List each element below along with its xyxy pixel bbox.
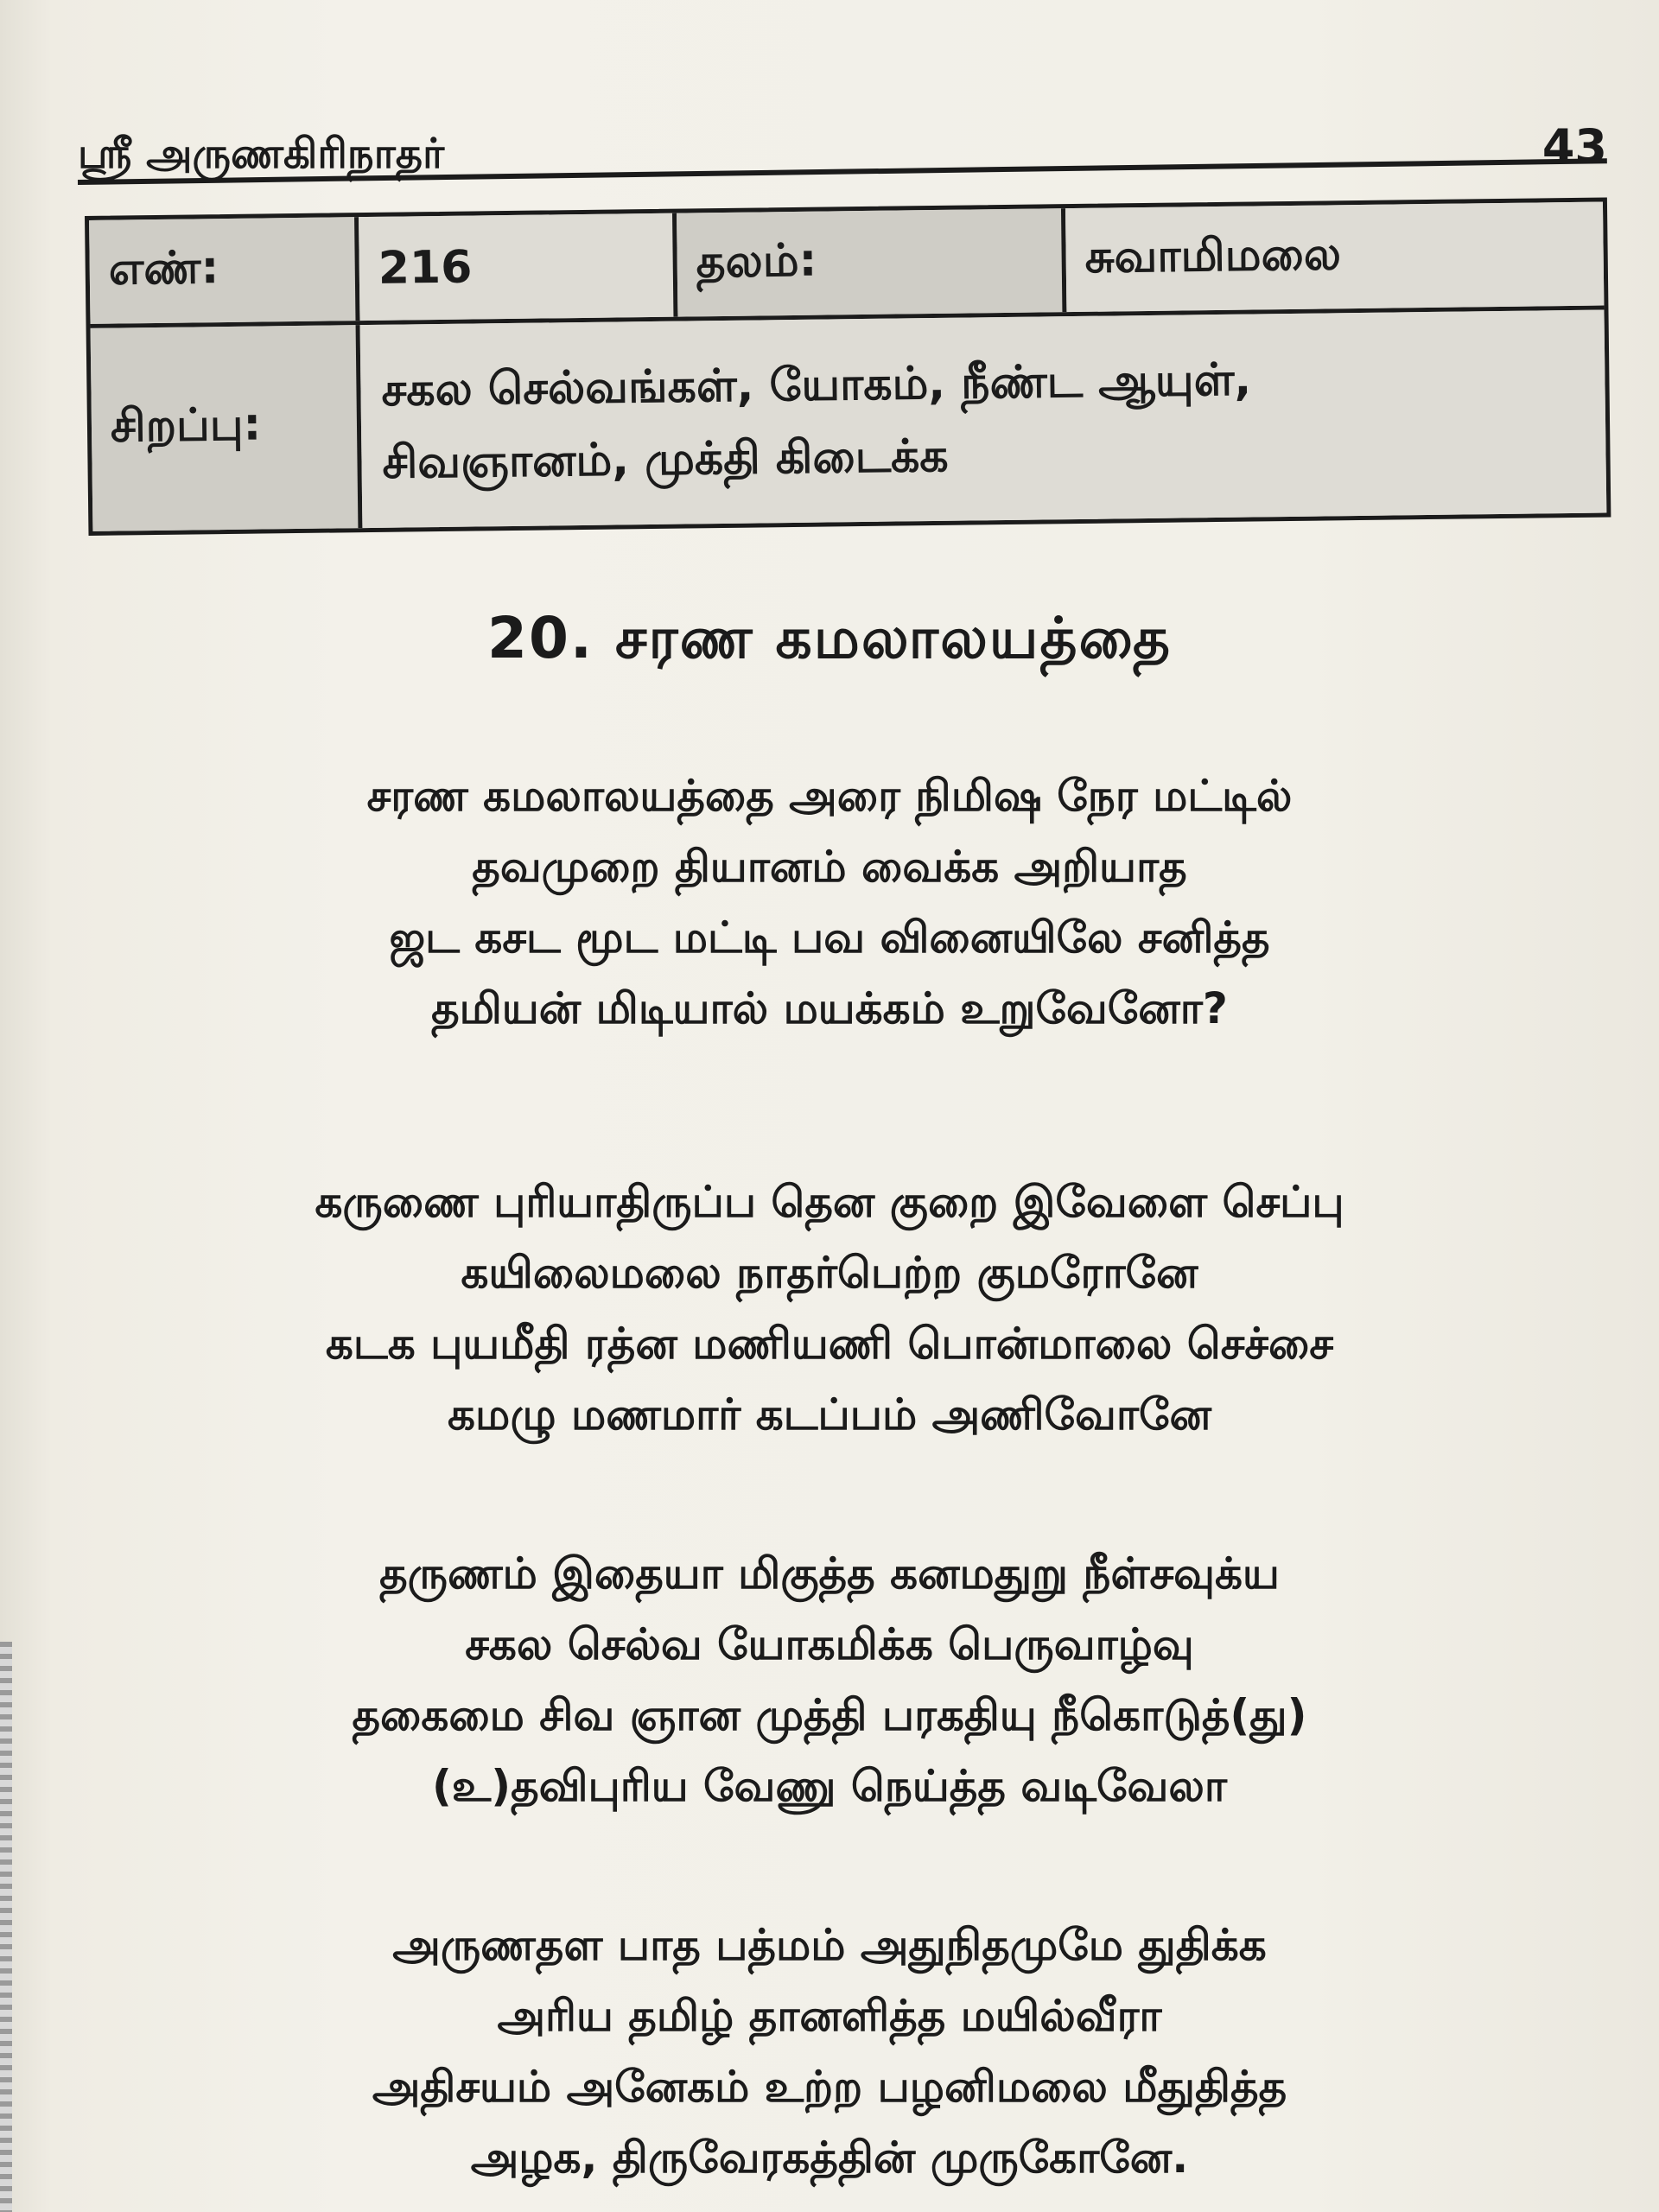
verse-line: (உ)தவிபுரிய வேணு நெய்த்த வடிவேலா <box>432 1761 1227 1811</box>
verse-line: தருணம் இதையா மிகுத்த கனமதுறு நீள்சவுக்ய <box>379 1548 1280 1599</box>
speciality-line: சகல செல்வங்கள், யோகம், நீண்ட ஆயுள், <box>381 353 1252 416</box>
verse-3 <box>0 1538 1659 1821</box>
verse-line: அரிய தமிழ் தானளித்த மயில்வீரா <box>497 1991 1162 2041</box>
info-row-number-place <box>89 202 1604 328</box>
verse-line: சகல செல்வ யோகமிக்க பெருவாழ்வு <box>465 1619 1194 1669</box>
verse-line: தவமுறை தியானம் வைக்க அறியாத <box>472 842 1187 892</box>
verse-line: சரண கமலாலயத்தை அரை நிமிஷ நேர மட்டில் <box>366 771 1293 821</box>
verse-2 <box>0 1166 1659 1450</box>
page-number: 43 <box>1541 119 1607 174</box>
song-title: 20. சரண கமலாலயத்தை <box>487 605 1172 671</box>
verse-line: அழக, திருவேரகத்தின் முருகோனே. <box>470 2133 1189 2183</box>
speciality-value <box>360 310 1607 529</box>
info-row-speciality <box>91 310 1607 531</box>
verse-line: ஜட கசட மூட மட்டி பவ வினையிலே சனித்த <box>389 912 1270 963</box>
running-title: ஸ்ரீ அருணகிரிநாதர் <box>78 130 445 178</box>
verse-line: தகைமை சிவ ஞான முத்தி பரகதியு நீகொடுத்(து) <box>352 1690 1307 1740</box>
verse-1 <box>0 760 1659 1044</box>
place-label: தலம்: <box>677 208 1066 316</box>
verse-line: கடக புயமீதி ரத்ன மணியணி பொன்மாலை செச்சை <box>325 1319 1334 1369</box>
verse-line: அருணதள பாத பத்மம் அதுநிதமுமே துதிக்க <box>392 1920 1267 1970</box>
number-label: எண்: <box>89 217 359 324</box>
verse-line: கயிலைமலை நாதர்பெற்ற குமரோனே <box>461 1248 1198 1298</box>
speciality-label: சிறப்பு: <box>91 325 363 531</box>
verse-4 <box>0 1910 1659 2193</box>
place-value: சுவாமிமலை <box>1065 202 1604 313</box>
speciality-line: சிவஞானம், முக்தி கிடைக்க <box>382 429 949 489</box>
song-info-table <box>85 197 1611 535</box>
number-value: 216 <box>359 213 677 321</box>
verse-line: கருணை புரியாதிருப்ப தென குறை இவேளை செப்பு <box>315 1177 1344 1227</box>
verse-line: தமியன் மிடியால் மயக்கம் உறுவேனோ? <box>431 983 1228 1033</box>
verse-line: கமழு மணமார் கடப்பம் அணிவோனே <box>447 1389 1211 1440</box>
verse-line: அதிசயம் அனேகம் உற்ற பழனிமலை மீதுதித்த <box>372 2062 1287 2112</box>
